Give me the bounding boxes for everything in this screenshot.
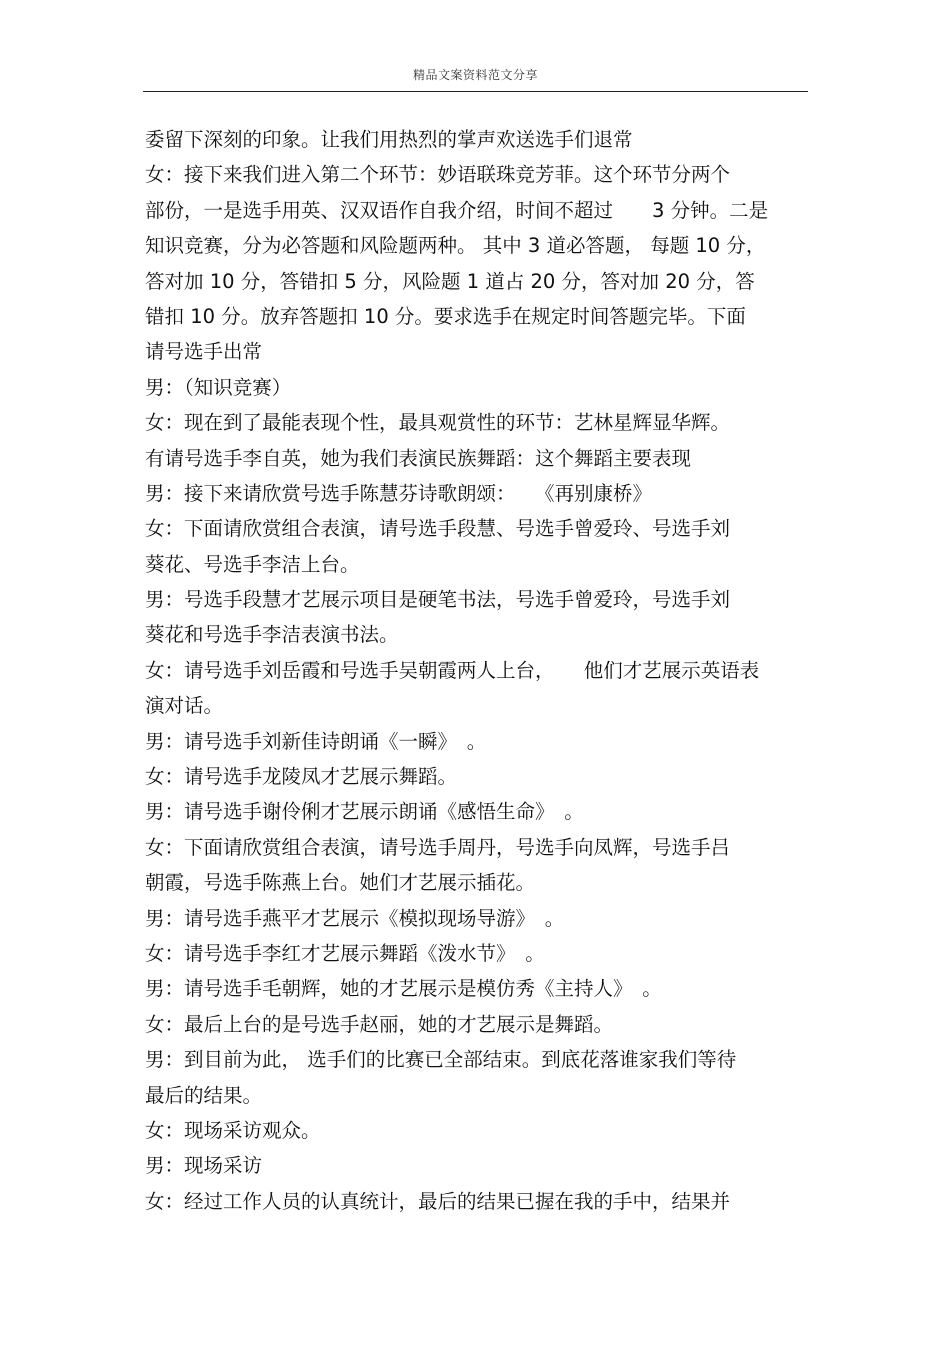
text-line: 朝霞，号选手陈燕上台。她们才艺展示插花。 — [145, 871, 536, 895]
text-line: 请号选手出常 — [145, 340, 263, 364]
text-line: 委留下深刻的印象。让我们用热烈的掌声欢送选手们退常 — [145, 128, 633, 151]
page-header: 精品文案资料范文分享 — [412, 68, 538, 82]
text-line: 女：请号选手刘岳霞和号选手吴朝霞两人上台， 他们才艺展示英语表 — [145, 658, 760, 682]
text-line: 女：下面请欣赏组合表演，请号选手周丹，号选手向凤辉，号选手吕 — [145, 835, 731, 859]
text-line: 女：现场采访观众。 — [145, 1118, 321, 1142]
text-line: 错扣 10 分。放弃答题扣 10 分。要求选手在规定时间答题完毕。下面 — [145, 304, 746, 328]
text-line: 女：经过工作人员的认真统计，最后的结果已握在我的手中，结果并 — [145, 1189, 731, 1213]
text-line: 男：请号选手毛朝辉，她的才艺展示是模仿秀《主持人》 。 — [145, 977, 662, 1001]
text-line: 男：接下来请欣赏号选手陈慧芬诗歌朗颂： 《再别康桥》 — [145, 481, 653, 505]
text-line: 男：请号选手燕平才艺展示《模拟现场导游》 。 — [145, 906, 565, 930]
text-line: 男：号选手段慧才艺展示项目是硬笔书法，号选手曾爱玲，号选手刘 — [145, 588, 731, 612]
text-line: 答对加 10 分，答错扣 5 分，风险题 1 道占 20 分，答对加 20 分，答 — [145, 269, 755, 293]
header-divider — [143, 91, 808, 92]
text-line: 女：现在到了最能表现个性，最具观赏性的环节：艺林星辉显华辉。 — [145, 411, 731, 435]
text-line: 女：请号选手李红才艺展示舞蹈《泼水节》 。 — [145, 941, 545, 965]
text-line: 有请号选手李自英，她为我们表演民族舞蹈：这个舞蹈主要表现 — [145, 446, 692, 470]
text-line: 男：现场采访 — [145, 1154, 263, 1178]
text-line: 女：最后上台的是号选手赵丽，她的才艺展示是舞蹈。 — [145, 1012, 614, 1036]
text-line: 部份，一是选手用英、汉双语作自我介绍，时间不超过 3 分钟。二是 — [145, 198, 769, 222]
text-line: 葵花和号选手李洁表演书法。 — [145, 623, 399, 647]
text-line: 男：到目前为此， 选手们的比赛已全部结束。到底花落谁家我们等待 — [145, 1048, 737, 1072]
text-line: 男：（知识竞赛） — [145, 375, 292, 399]
text-line: 女：接下来我们进入第二个环节：妙语联珠竞芳菲。这个环节分两个 — [145, 163, 731, 187]
text-line: 最后的结果。 — [145, 1083, 263, 1107]
text-line: 男：请号选手刘新佳诗朗诵《一瞬》 。 — [145, 729, 487, 753]
text-line: 女：下面请欣赏组合表演，请号选手段慧、号选手曾爱玲、号选手刘 — [145, 517, 731, 541]
text-line: 知识竞赛，分为必答题和风险题两种。 其中 3 道必答题， 每题 10 分， — [145, 234, 766, 258]
text-line: 演对话。 — [145, 694, 224, 718]
document-body — [145, 122, 810, 1219]
text-line: 女：请号选手龙陵凤才艺展示舞蹈。 — [145, 765, 458, 789]
text-line: 葵花、号选手李洁上台。 — [145, 552, 360, 576]
text-line: 男：请号选手谢伶俐才艺展示朗诵《感悟生命》 。 — [145, 800, 584, 824]
